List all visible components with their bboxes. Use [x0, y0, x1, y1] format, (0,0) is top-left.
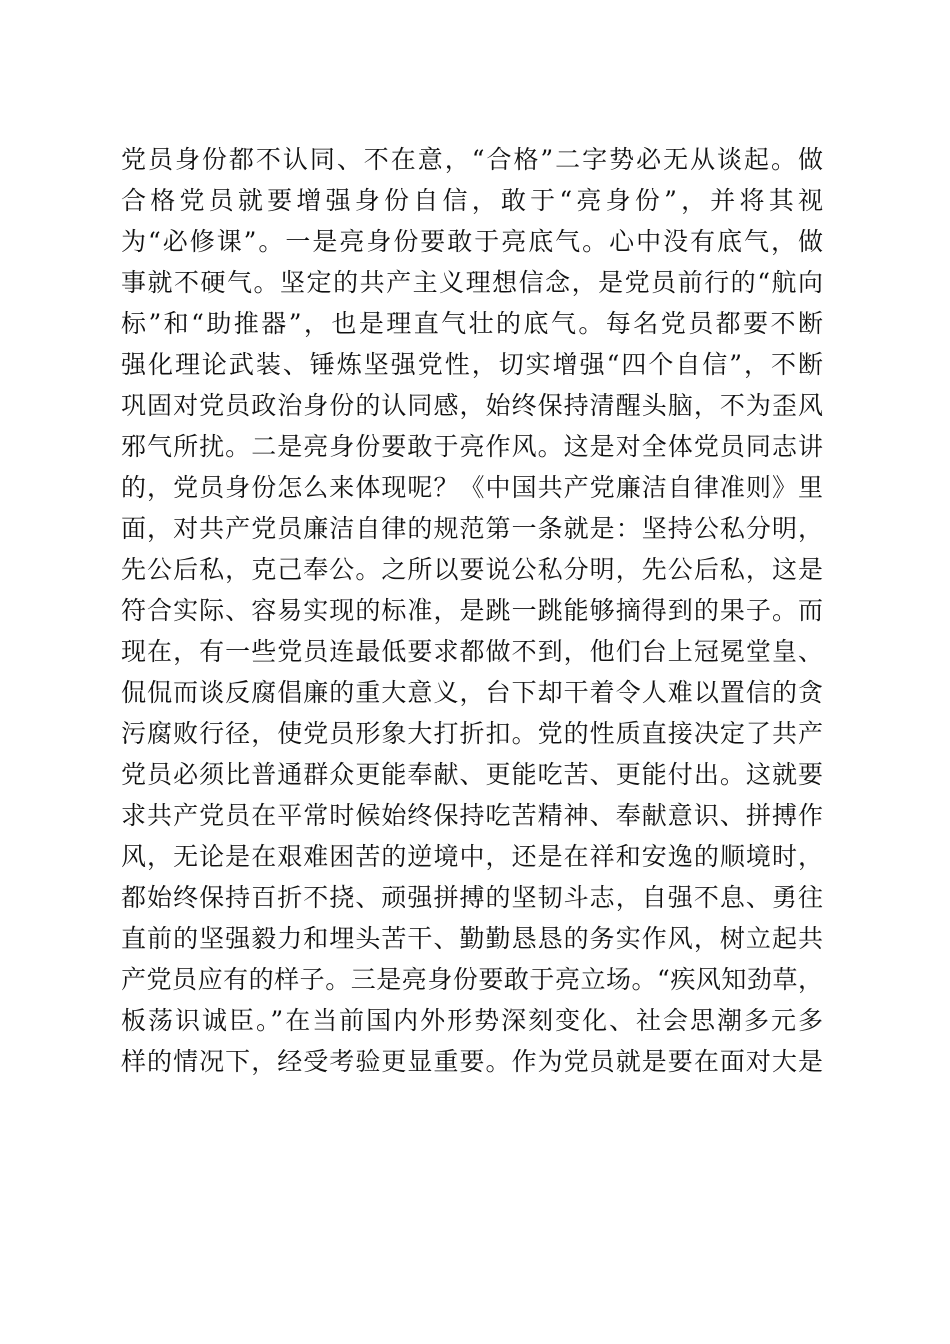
text-line: 党员身份都不认同、不在意，“合格”二字势必无从谈起。做 — [121, 145, 823, 174]
text-line: 样的情况下，经受考验更显重要。作为党员就是要在面对大是 — [121, 1047, 823, 1076]
text-line: 党员必须比普通群众更能奉献、更能吃苦、更能付出。这就要 — [121, 760, 823, 789]
text-line: 符合实际、容易实现的标准，是跳一跳能够摘得到的果子。而 — [121, 596, 823, 625]
text-line: 强化理论武装、锤炼坚强党性，切实增强“四个自信”，不断 — [121, 350, 823, 379]
text-line: 邪气所扰。二是亮身份要敢于亮作风。这是对全体党员同志讲 — [121, 432, 823, 461]
text-line: 巩固对党员政治身份的认同感，始终保持清醒头脑，不为歪风 — [121, 391, 823, 420]
text-line: 先公后私，克己奉公。之所以要说公私分明，先公后私，这是 — [121, 555, 823, 584]
text-line: 板荡识诚臣。”在当前国内外形势深刻变化、社会思潮多元多 — [121, 1006, 823, 1035]
text-line: 事就不硬气。坚定的共产主义理想信念，是党员前行的“航向 — [121, 268, 823, 297]
text-line: 合格党员就要增强身份自信，敢于“亮身份”，并将其视 — [121, 186, 823, 215]
text-line: 现在，有一些党员连最低要求都做不到，他们台上冠冕堂皇、 — [121, 637, 823, 666]
text-line: 直前的坚强毅力和埋头苦干、勤勤恳恳的务实作风，树立起共 — [121, 924, 823, 953]
text-line: 侃侃而谈反腐倡廉的重大意义，台下却干着令人难以置信的贪 — [121, 678, 823, 707]
text-line: 面，对共产党员廉洁自律的规范第一条就是：坚持公私分明， — [121, 514, 823, 543]
text-line: 为“必修课”。一是亮身份要敢于亮底气。心中没有底气，做 — [121, 227, 823, 256]
body-text — [121, 139, 823, 1082]
text-line: 求共产党员在平常时候始终保持吃苦精神、奉献意识、拼搏作 — [121, 801, 823, 830]
text-line: 产党员应有的样子。三是亮身份要敢于亮立场。“疾风知劲草， — [121, 965, 823, 994]
text-line: 风，无论是在艰难困苦的逆境中，还是在祥和安逸的顺境时， — [121, 842, 823, 871]
text-line: 都始终保持百折不挠、顽强拼搏的坚韧斗志，自强不息、勇往 — [121, 883, 823, 912]
text-line: 的，党员身份怎么来体现呢？《中国共产党廉洁自律准则》里 — [121, 473, 823, 502]
text-line: 标”和“助推器”，也是理直气壮的底气。每名党员都要不断 — [121, 309, 823, 338]
text-line: 污腐败行径，使党员形象大打折扣。党的性质直接决定了共产 — [121, 719, 823, 748]
